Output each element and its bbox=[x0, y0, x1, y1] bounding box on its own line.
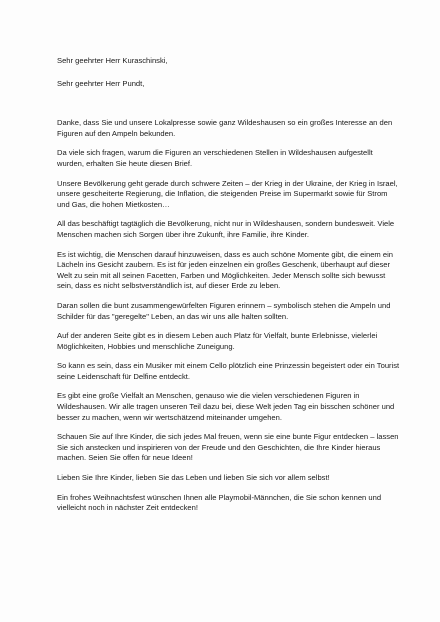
paragraph-1: Danke, dass Sie und unsere Lokalpresse sowie ganz Wildeshausen so ein großes Interesse an den Figuren auf den Ampeln bekunden. bbox=[57, 118, 393, 138]
paragraph-8: So kann es sein, dass ein Musiker mit einem Cello plötzlich eine Prinzessin begeistert oder ein Tourist seine Leidenschaft für Delfine entdeckt. bbox=[57, 361, 400, 381]
paragraph-9: Es gibt eine große Vielfalt an Menschen, genauso wie die vielen verschiedenen Figuren in Wildeshausen. Wir alle tragen unseren Teil dazu bei, diese Welt jeden Tag ein bisschen schöner und besser zu machen, wenn wir wertschätzend miteinander umgehen. bbox=[57, 391, 395, 422]
paragraph-12: Ein frohes Weihnachtsfest wünschen Ihnen alle Playmobil-Männchen, die Sie schon kennen und vielleicht noch in nächster Zeit entdecken! bbox=[57, 492, 382, 513]
paragraph-4: All das beschäftigt tagtäglich die Bevölkerung, nicht nur in Wildeshausen, sondern bundesweit. Viele Menschen machen sich Sorgen über ihre Zukunft, ihre Familie, ihre Kinder. bbox=[57, 219, 395, 239]
paragraph-3: Unsere Bevölkerung geht gerade durch schwere Zeiten – der Krieg in der Ukraine, der Krieg in Israel, unsere gescheiterte Regierung, die Inflation, die steigenden Preise im Supermarkt sowie für Strom und Gas, die hohen Mietkosten… bbox=[57, 178, 398, 209]
paragraph-2: Da viele sich fragen, warum die Figuren an verschiedenen Stellen in Wildeshausen aufgestellt wurden, erhalten Sie heute diesen Brief. bbox=[57, 148, 373, 168]
paragraph-7: Auf der anderen Seite gibt es in diesem Leben auch Platz für Vielfalt, bunte Erlebnisse, vielerlei Möglichkeiten, Hobbies und menschliche Zuneigung. bbox=[57, 331, 378, 351]
paragraph-10: Schauen Sie auf Ihre Kinder, die sich jedes Mal freuen, wenn sie eine bunte Figur entdecken – lassen Sie sich anstecken und inspirieren von der Freude und den Geschichten, die Ihre Kinder hieraus machen. Seien Sie offen für neue Ideen! bbox=[57, 432, 399, 463]
salutation-2: Sehr geehrter Herr Pundt, bbox=[57, 78, 145, 88]
salutation-1: Sehr geehrter Herr Kuraschinski, bbox=[57, 56, 168, 65]
paragraph-5: Es ist wichtig, die Menschen darauf hinzuweisen, dass es auch schöne Momente gibt, die einem ein Lächeln ins Gesicht zaubern. Es ist für jeden einzelnen ein großes Geschenk, überhaupt auf dieser Welt zu sein mit all seinen Facetten, Farben und Möglichkeiten. Jeder Mensch sollte sich bewusst sein, dass es nicht selbstverständlich ist, auf dieser Erde zu leben. bbox=[57, 249, 393, 291]
paragraph-6: Daran sollen die bunt zusammengewürfelten Figuren erinnern – symbolisch stehen die Ampeln und Schilder für das "geregelte" Leben, an das wir uns alle halten sollten. bbox=[57, 300, 391, 321]
paragraph-11: Lieben Sie Ihre Kinder, lieben Sie das Leben und lieben Sie sich vor allem selbst! bbox=[57, 473, 330, 483]
